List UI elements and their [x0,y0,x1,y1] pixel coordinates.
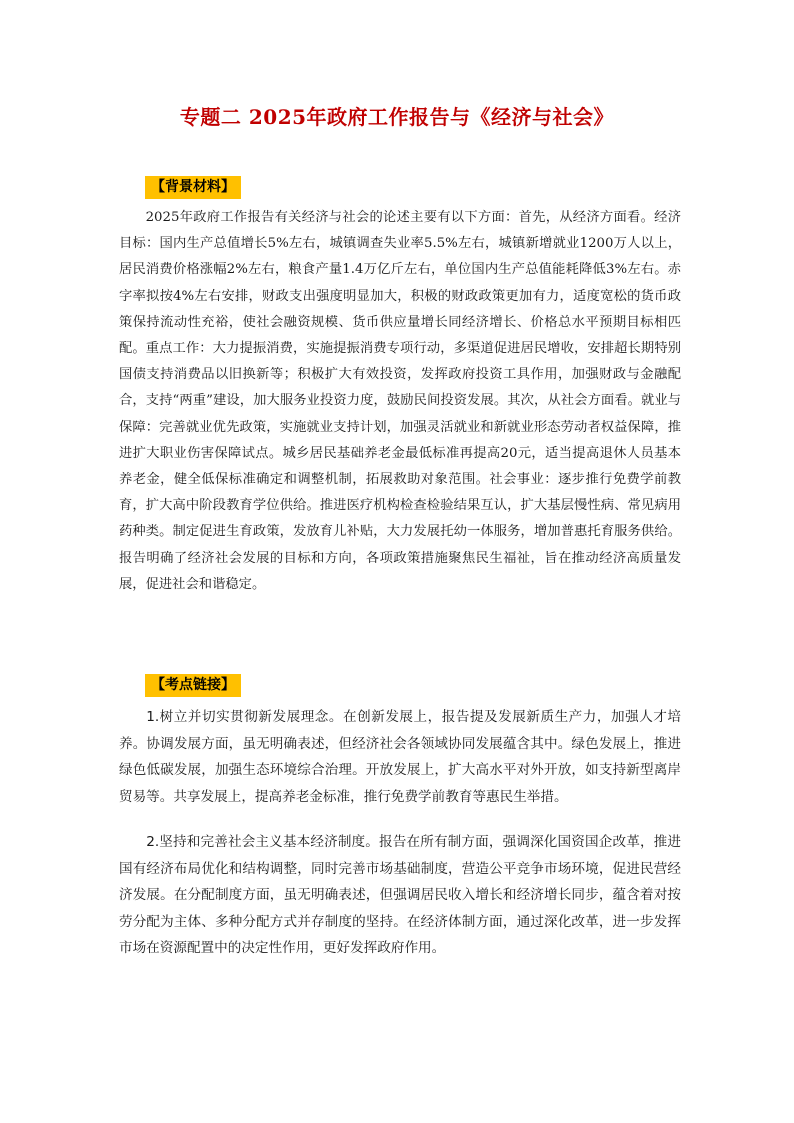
background-paragraph: 2025年政府工作报告有关经济与社会的论述主要有以下方面：首先，从经济方面看。经济目标：国内生产总值增长5%左右，城镇调查失业率5.5%左右，城镇新增就业1200万人以上，居民消费价格涨幅2%左右，粮食产量1.4万亿斤左右，单位国内生产总值能耗降低3%左右。赤字率拟按4%左右安排，财政支出强度明显加大，积极的财政政策更加有力，适度宽松的货币政策保持流动性充裕，使社会融资规模、货币供应量增长同经济增长、价格总水平预期目标相匹配。重点工作：大力提振消费，实施提振消费专项行动，多渠道促进居民增收，安排超长期特别国债支持消费品以旧换新等；积极扩大有效投资，发挥政府投资工具作用，加强财政与金融配合，支持“两重”建设，加大服务业投资力度，鼓励民间投资发展。其次，从社会方面看。就业与保障：完善就业优先政策，实施就业支持计划，加强灵活就业和新就业形态劳动者权益保障，推进扩大职业伤害保障试点。城乡居民基础养老金最低标准再提高20元，适当提高退休人员基本养老金，健全低保标准确定和调整机制，拓展救助对象范围。社会事业：逐步推行免费学前教育，扩大高中阶段教育学位供给。推进医疗机构检查检验结果互认，扩大基层慢性病、常见病用药种类。制定促进生育政策，发放育儿补贴，大力发展托幼一体服务，增加普惠托育服务供给。报告明确了经济社会发展的目标和方向，各项政策措施聚焦民生福祉，旨在推动经济高质量发展，促进社会和谐稳定。 [119,210,681,592]
page-title: 专题二 2025年政府工作报告与《经济与社会》 [179,105,615,129]
key-point-paragraph-2: 2.坚持和完善社会主义基本经济制度。报告在所有制方面，强调深化国资国企改革，推进国有经济布局优化和结构调整，同时完善市场基础制度，营造公平竞争市场环境，促进民营经济发展。在分配制度方面，虽无明确表述，但强调居民收入增长和经济增长同步，蕴含着对按劳分配为主体、多种分配方式并存制度的坚持。在经济体制方面，通过深化改革，进一步发挥市场在资源配置中的决定性作用，更好发挥政府作用。 [119,834,681,957]
key-points-section-label: 【考点链接】 [145,674,241,697]
background-section-label: 【背景材料】 [145,176,241,199]
key-point-paragraph-1: 1.树立并切实贯彻新发展理念。在创新发展上，报告提及发展新质生产力，加强人才培养。协调发展方面，虽无明确表述，但经济社会各领域协同发展蕴含其中。绿色发展上，推进绿色低碳发展，加强生态环境综合治理。开放发展上，扩大高水平对外开放，如支持新型离岸贸易等。共享发展上，提高养老金标准，推行免费学前教育等惠民生举措。 [119,709,681,805]
